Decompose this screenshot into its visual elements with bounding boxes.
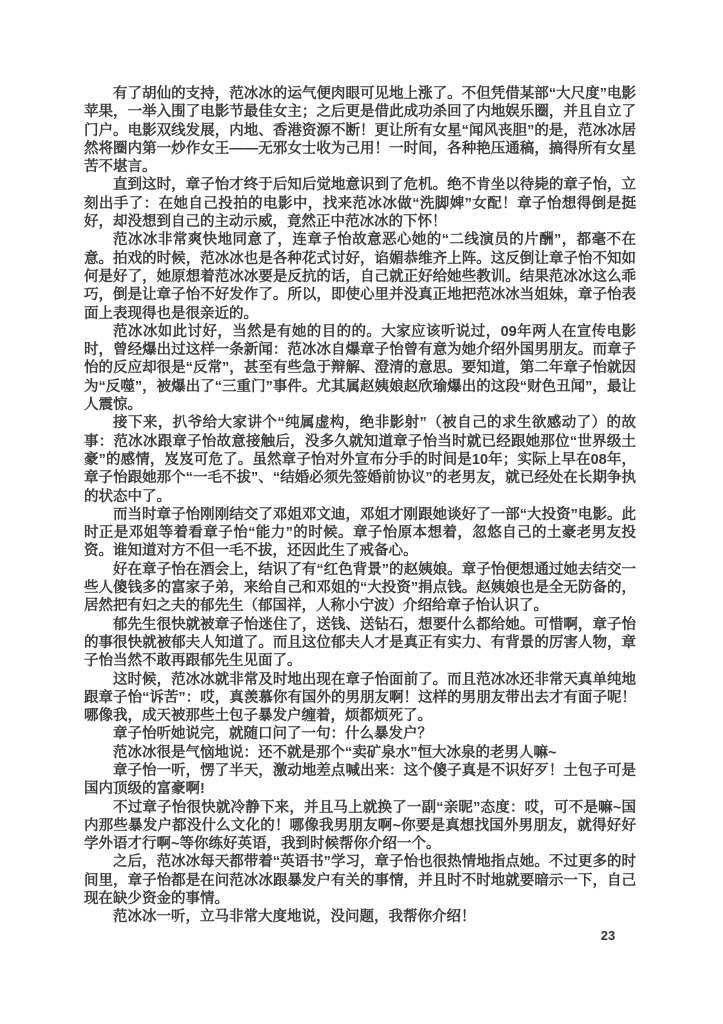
- paragraph: 直到这时，章子怡才终于后知后觉地意识到了危机。绝不肯坐以待毙的章子怡，立刻出手了：在她自己投拍的电影中，找来范冰冰做“洗脚婢”女配！章子怡想得倒是挺好，却没想到自己的主动示威，竟然正中范冰冰的下怀！: [84, 177, 636, 231]
- page-number: 23: [600, 928, 616, 943]
- paragraph: 不过章子怡很快就冷静下来，并且马上就换了一副“亲昵”态度：哎，可不是嘛~国内那些暴发户都没什么文化的！哪像我男朋友啊~你要是真想找国外男朋友，就得好好学外语才行啊~等你练好英语，我到时候帮你介绍一个。: [84, 799, 636, 853]
- paragraph: 范冰冰如此讨好，当然是有她的目的的。大家应该听说过，09年两人在宣传电影时，曾经爆出过这样一条新闻：范冰冰自爆章子怡曾有意为她介绍外国男朋友。而章子怡的反应却很是“反常”，甚至有些急于辩解、澄清的意思。要知道，第二年章子怡就因为“反噬”，被爆出了“三重门”事件。尤其属赵姨娘赵欣瑜爆出的这段“财色丑闻”，最让人震惊。: [84, 323, 636, 414]
- paragraph: 范冰冰一听，立马非常大度地说，没问题，我帮你介绍！: [113, 909, 476, 926]
- paragraph: 范冰冰很是气恼地说：还不就是那个“卖矿泉水”恒大冰泉的老男人嘛~: [113, 744, 557, 761]
- paragraph: 这时候，范冰冰就非常及时地出现在章子怡面前了。而且范冰冰还非常天真单纯地跟章子怡“诉苦”：哎，真羡慕你有国外的男朋友啊！这样的男朋友带出去才有面子呢！哪像我，成天被那些土包子暴发户缠着，烦都烦死了。: [84, 671, 636, 725]
- paragraph: 接下来，扒爷给大家讲个“纯属虚构，绝非影射”（被自己的求生欲感动了）的故事：范冰冰跟章子怡故意接触后，没多久就知道章子怡当时就已经跟她那位“世界级土豪”的感情，岌岌可危了。虽然章子怡对外宣布分手的时间是10年；实际上早在08年，章子怡跟她那个“一毛不拔”、“结婚必须先签婚前协议”的老男友，就已经处在长期争执的状态中了。: [84, 415, 636, 505]
- paragraph: 而当时章子怡刚刚结交了邓姐邓文迪，邓姐才刚跟她谈好了一部“大投资”电影。此时正是邓姐等着看章子怡“能力”的时候。章子怡原本想着，忽悠自己的土豪老男友投资。谁知道对方不但一毛不拔，还因此生了戒备心。: [84, 506, 636, 560]
- paragraph: 郁先生很快就被章子怡迷住了，送钱、送钻石，想要什么都给她。可惜啊，章子怡的事很快就被郁夫人知道了。而且这位郁夫人才是真正有实力、有背景的厉害人物，章子怡当然不敢再跟郁先生见面了。: [84, 616, 636, 670]
- paragraph: 章子怡一听，愣了半天，激动地差点喊出来：这个傻子真是不识好歹！土包子可是国内顶级的富豪啊!: [84, 762, 636, 798]
- paragraph: 范冰冰非常爽快地同意了，连章子怡故意恶心她的“二线演员的片酬”，都毫不在意。拍戏的时候，范冰冰也是各种花式讨好，谄媚恭维齐上阵。这反倒让章子怡不知如何是好了，她原想着范冰冰要是反抗的话，自己就正好给她些教训。结果范冰冰这么乖巧，倒是让章子怡不好发作了。所以，即使心里并没真正地把范冰冰当姐妹，章子怡表面上表现得也是很亲近的。: [84, 232, 636, 322]
- paragraph: 好在章子怡在酒会上，结识了有“红色背景”的赵姨娘。章子怡便想通过她去结交一些人傻钱多的富家子弟，来给自己和邓姐的“大投资”捐点钱。赵姨娘也是全无防备的，居然把有妇之夫的郁先生（郁国祥，人称小宁波）介绍给章子怡认识了。: [84, 561, 636, 615]
- paragraph: 章子怡听她说完，就随口问了一句：什么暴发户？: [113, 726, 432, 743]
- paragraph: 之后，范冰冰每天都带着“英语书”学习，章子怡也很热情地指点她。不过更多的时间里，章子怡都是在问范冰冰跟暴发户有关的事情，并且时不时地就要暗示一下，自己现在缺少资金的事情。: [84, 854, 636, 908]
- paragraph: 有了胡仙的支持，范冰冰的运气便肉眼可见地上涨了。不但凭借某部“大尺度”电影苹果，一举入围了电影节最佳女主；之后更是借此成功杀回了内地娱乐圈，并且自立了门户。电影双线发展，内地、香港资源不断！更让所有女星“闻风丧胆”的是，范冰冰居然将圈内第一炒作女王——无邪女士收为己用！一时间，各种艳压通稿，搞得所有女星苦不堪言。: [84, 86, 636, 176]
- body-text: [84, 85, 636, 927]
